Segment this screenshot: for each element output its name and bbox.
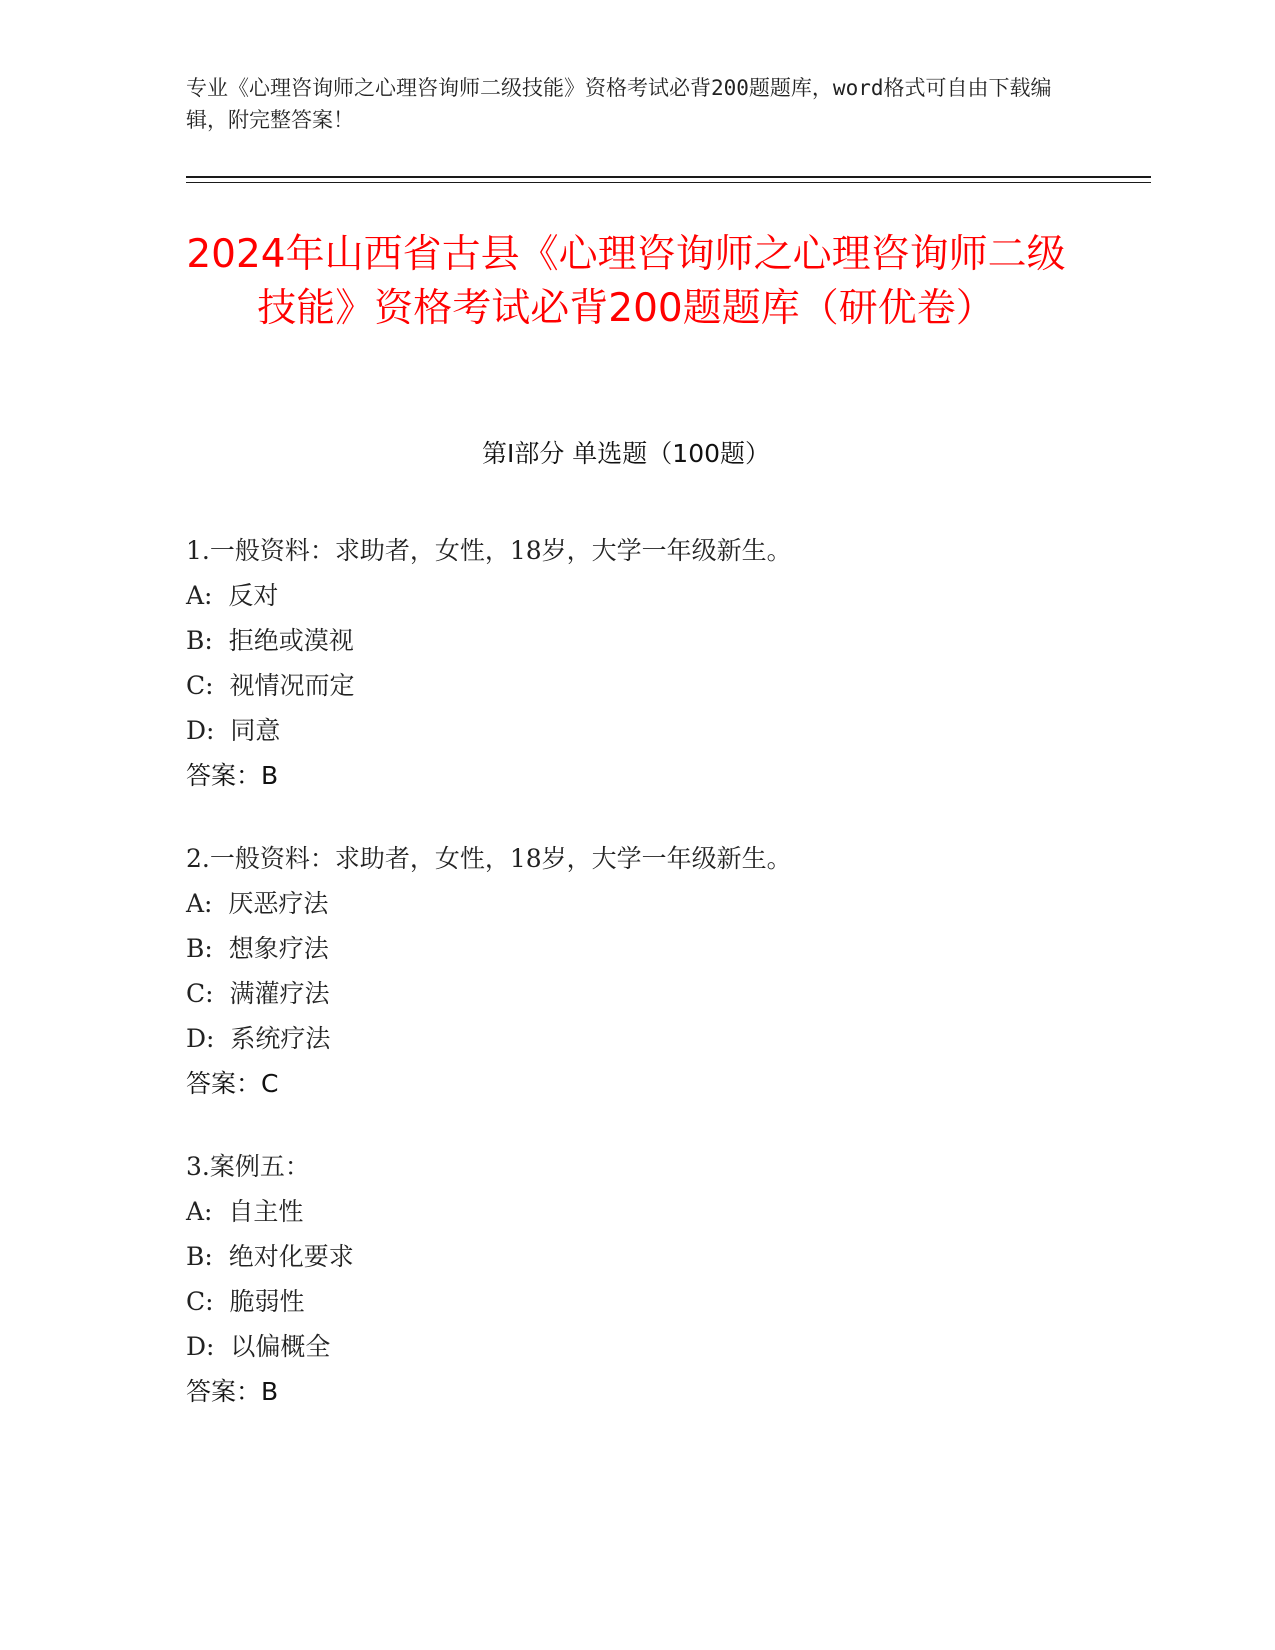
option-c: C: 脆弱性 — [186, 1287, 305, 1316]
option-d: D: 同意 — [186, 716, 281, 745]
question-item — [186, 836, 1066, 1106]
option-b: B: 绝对化要求 — [186, 1242, 354, 1271]
header-divider-thick — [186, 176, 1151, 178]
option-b: B: 拒绝或漠视 — [186, 626, 354, 655]
option-a: A: 自主性 — [186, 1197, 304, 1226]
question-stem: 2.一般资料：求助者，女性，18岁，大学一年级新生。 — [186, 844, 792, 873]
question-answer: 答案：C — [186, 1069, 279, 1098]
header-note: 专业《心理咨询师之心理咨询师二级技能》资格考试必背200题题库，word格式可自由下载编辑，附完整答案！ — [186, 76, 1052, 132]
option-b: B: 想象疗法 — [186, 934, 329, 963]
question-stem: 1.一般资料：求助者，女性，18岁，大学一年级新生。 — [186, 536, 792, 565]
question-item — [186, 1144, 1066, 1414]
question-item — [186, 528, 1066, 798]
option-a: A: 反对 — [186, 581, 279, 610]
option-a: A: 厌恶疗法 — [186, 889, 329, 918]
question-answer: 答案：B — [186, 1377, 279, 1406]
option-c: C: 视情况而定 — [186, 671, 355, 700]
header-divider-thin — [186, 182, 1151, 183]
question-list — [186, 528, 1066, 1452]
question-stem: 3.案例五： — [186, 1152, 310, 1181]
option-d: D: 系统疗法 — [186, 1024, 331, 1053]
option-d: D: 以偏概全 — [186, 1332, 331, 1361]
option-c: C: 满灌疗法 — [186, 979, 330, 1008]
section-title: 第Ⅰ部分 单选题（100题） — [481, 439, 771, 468]
question-answer: 答案：B — [186, 761, 279, 790]
document-title: 2024年山西省古县《心理咨询师之心理咨询师二级技能》资格考试必背200题题库（研优卷） — [186, 232, 1066, 331]
